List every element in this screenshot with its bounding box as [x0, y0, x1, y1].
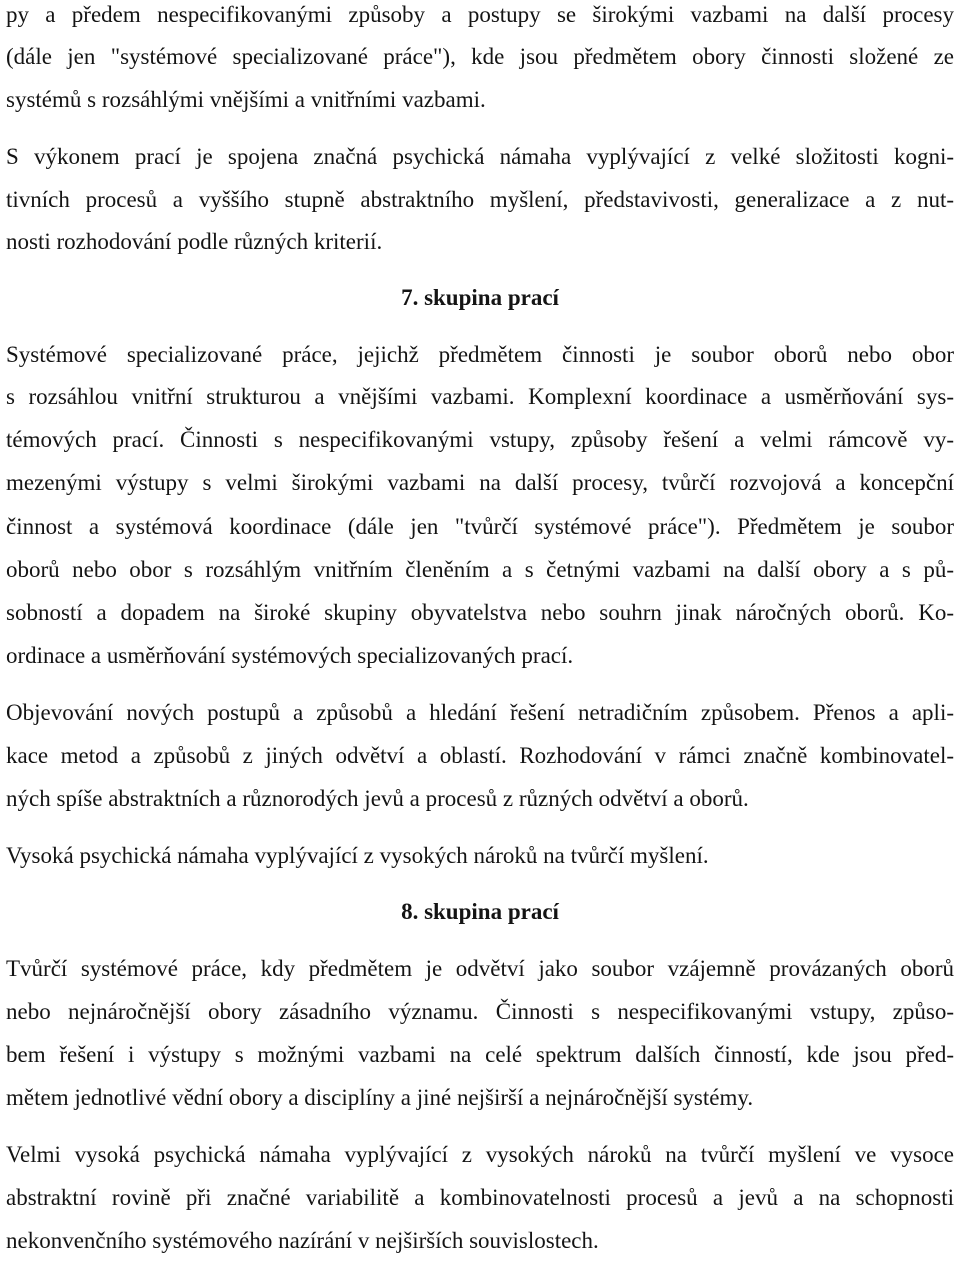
- paragraph-line: Systémové specializované práce, jejichž předmětem činnosti je soubor oborů nebo obor: [6, 342, 954, 367]
- paragraph-line: (dále jen "systémové specializované práce"), kde jsou předmětem obory činnosti složené ze: [6, 44, 954, 69]
- section-heading: 7. skupina prací: [401, 285, 559, 310]
- paragraph-line: s rozsáhlou vnitřní strukturou a vnějšími vazbami. Komplexní koordinace a usměrňování sys-: [6, 384, 954, 409]
- paragraph-line: sobností a dopadem na široké skupiny obyvatelstva nebo souhrn jinak náročných oborů. Ko-: [6, 600, 954, 625]
- paragraph-line: ných spíše abstraktních a různorodých jevů a procesů z různých odvětví a oborů.: [6, 786, 749, 811]
- paragraph-line: Objevování nových postupů a způsobů a hledání řešení netradičním způsobem. Přenos a apli-: [6, 700, 954, 725]
- paragraph-line: kace metod a způsobů z jiných odvětví a oblastí. Rozhodování v rámci značně kombinovatel-: [6, 743, 954, 768]
- paragraph-line: ordinace a usměrňování systémových specializovaných prací.: [6, 643, 574, 668]
- paragraph-line: py a předem nespecifikovanými způsoby a postupy se širokými vazbami na další procesy: [6, 2, 954, 27]
- paragraph-line: bem řešení i výstupy s možnými vazbami na celé spektrum dalších činností, kde jsou před-: [6, 1042, 954, 1067]
- paragraph-line: mezenými výstupy s velmi širokými vazbami na další procesy, tvůrčí rozvojová a koncepční: [6, 470, 954, 495]
- section-heading: 8. skupina prací: [401, 899, 559, 924]
- paragraph-line: oborů nebo obor s rozsáhlým vnitřním členěním a s četnými vazbami na další obory a s pů-: [6, 557, 954, 582]
- paragraph-line: abstraktní rovině při značné variabilitě a kombinovatelnosti procesů a jevů a na schopnosti: [6, 1185, 954, 1210]
- paragraph-line: Velmi vysoká psychická námaha vyplývající z vysokých nároků na tvůrčí myšlení ve vysoce: [6, 1142, 954, 1167]
- paragraph-line: S výkonem prací je spojena značná psychická námaha vyplývající z velké složitosti kogni-: [6, 144, 954, 169]
- paragraph-line: témových prací. Činnosti s nespecifikovanými vstupy, způsoby řešení a velmi rámcově vy-: [6, 427, 954, 452]
- paragraph-line: Vysoká psychická námaha vyplývající z vysokých nároků na tvůrčí myšlení.: [6, 843, 709, 868]
- paragraph-line: činnost a systémová koordinace (dále jen "tvůrčí systémové práce"). Předmětem je soubor: [6, 514, 954, 539]
- paragraph-line: nekonvenčního systémového nazírání v nejširších souvislostech.: [6, 1228, 599, 1253]
- paragraph-line: mětem jednotlivé vědní obory a disciplíny a jiné nejširší a nejnáročnější systémy.: [6, 1085, 754, 1110]
- paragraph-line: Tvůrčí systémové práce, kdy předmětem je odvětví jako soubor vzájemně provázaných oborů: [6, 956, 954, 981]
- paragraph-line: systémů s rozsáhlými vnějšími a vnitřními vazbami.: [6, 87, 486, 112]
- paragraph-line: nosti rozhodování podle různých kriterií.: [6, 229, 383, 254]
- paragraph-line: tivních procesů a vyššího stupně abstraktního myšlení, představivosti, generalizace a z nut-: [6, 187, 954, 212]
- paragraph-line: nebo nejnáročnější obory zásadního významu. Činnosti s nespecifikovanými vstupy, způso-: [6, 999, 954, 1024]
